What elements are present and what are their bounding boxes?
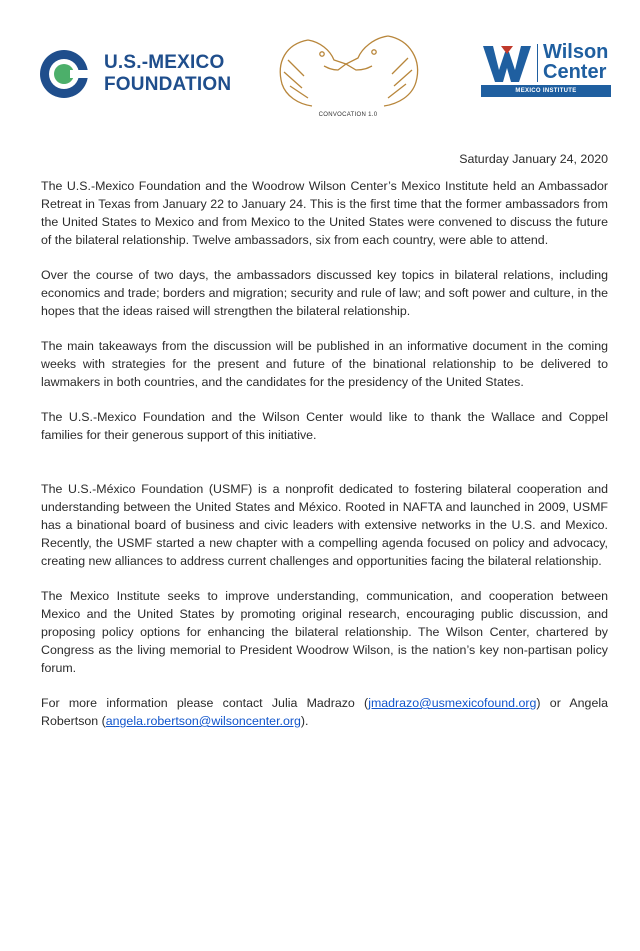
wilson-w-icon (481, 44, 533, 84)
wilson-name-line2: Center (543, 61, 607, 83)
letterhead (0, 0, 640, 140)
email-link-robertson[interactable]: angela.robertson@wilsoncenter.org (105, 714, 301, 728)
letter-body (41, 150, 608, 747)
letter-date: Saturday January 24, 2020 (459, 152, 608, 166)
wilson-institute-bar: MEXICO INSTITUTE (481, 85, 611, 97)
usmf-logo (38, 46, 238, 102)
paragraph-usmf-about: The U.S.-México Foundation (USMF) is a nonprofit dedicated to fostering bilateral cooperation and understanding between the United States and México. Rooted in NAFTA and launched in 2009, USMF has a binational board of business and civic leaders with extensive networks in the U.S. and Mexico. Recently, the USMF started a new chapter with a compelling agenda focused on policy and advocacy, creating new alliances to address current challenges and opportunities facing the bilateral relationship. (41, 482, 608, 568)
paragraph-mexico-institute-about: The Mexico Institute seeks to improve understanding, communication, and cooperation between Mexico and the United States by promoting original research, encouraging public discussion, and proposing policy options for enhancing the bilateral relationship. The Wilson Center, chartered by Congress as the living memorial to President Woodrow Wilson, is the nation’s key non-partisan policy forum. (41, 589, 608, 675)
convocation-logo (268, 30, 428, 130)
email-link-madrazo[interactable]: jmadrazo@usmexicofound.org (368, 696, 537, 710)
wilson-divider (537, 44, 538, 82)
paragraph-retreat: The U.S.-Mexico Foundation and the Woodrow Wilson Center’s Mexico Institute held an Ambassador Retreat in Texas from January 22 to January 24. This is the first time that the former ambassadors from the United States to Mexico and from Mexico to the United States were convened to discuss the future of the bilateral relationship. Twelve ambassadors, six from each country, were able to attend. (41, 179, 608, 247)
contact-middle: ) or Angela Robertson ( (41, 696, 608, 728)
usmf-name-line2: FOUNDATION (104, 74, 232, 95)
paragraph-thanks: The U.S.-Mexico Foundation and the Wilson Center would like to thank the Wallace and Coppel families for their generous support of this initiative. (41, 410, 608, 442)
wilson-center-logo (481, 41, 611, 98)
contact-prefix: For more information please contact Julia Madrazo ( (41, 696, 369, 710)
paragraph-takeaways: The main takeaways from the discussion will be published in an informative document in the coming weeks with strategies for the present and future of the binational relationship to be delivered to lawmakers in both countries, and the candidates for the presidency of the United States. (41, 339, 608, 389)
paragraph-contact (41, 694, 608, 730)
wilson-name-line1: Wilson (543, 41, 609, 63)
contact-suffix: ). (300, 714, 309, 728)
usmf-name-line1: U.S.-MEXICO (104, 52, 225, 73)
convocation-caption: CONVOCATION 1.0 (318, 112, 378, 118)
paragraph-topics: Over the course of two days, the ambassadors discussed key topics in bilateral relations, including economics and trade; borders and migration; security and rule of law; and soft power and culture, in the hopes that the ideas raised will strengthen the bilateral relationship. (41, 268, 608, 318)
usmf-emblem-icon (38, 46, 90, 102)
eagles-icon (268, 30, 428, 110)
